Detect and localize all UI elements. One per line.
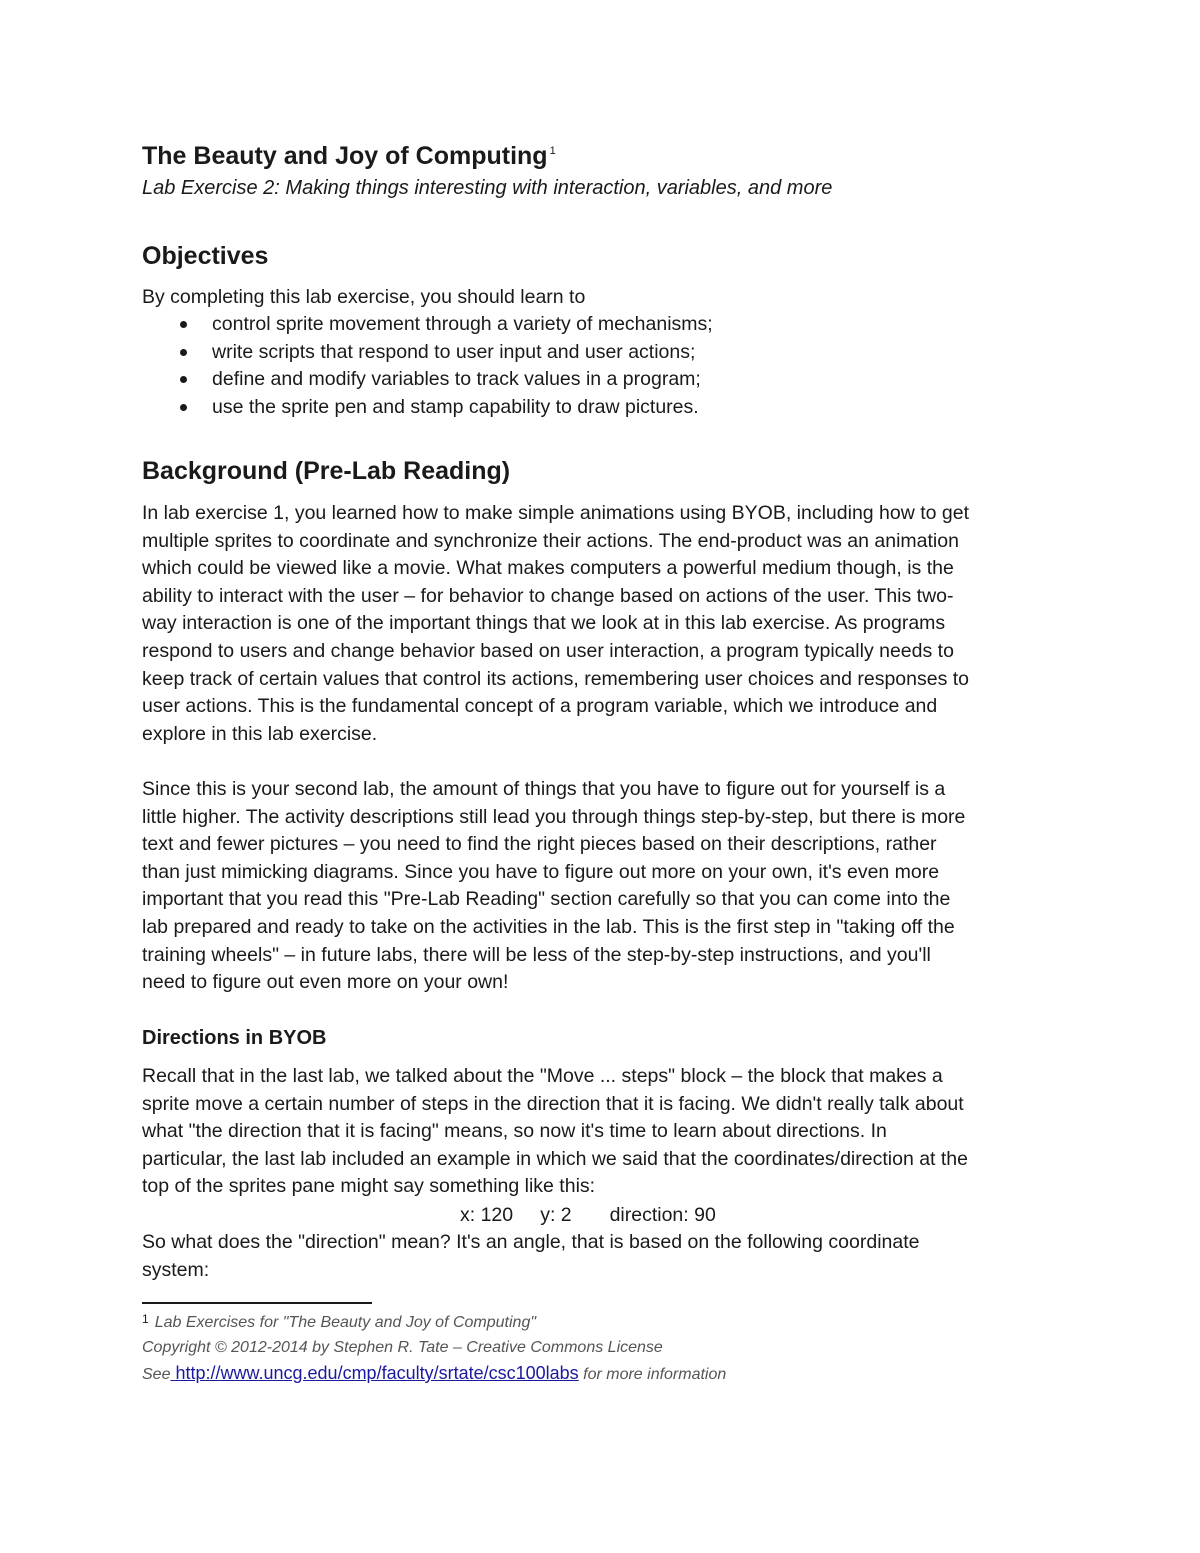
document-title xyxy=(142,142,1060,171)
objective-text: use the sprite pen and stamp capability to draw pictures. xyxy=(212,395,699,418)
text-line: important that you read this "Pre-Lab Reading" section carefully so that you can come into the xyxy=(142,888,951,911)
text-line: Since this is your second lab, the amount of things that you have to figure out for yourself is a xyxy=(142,778,946,800)
text-line: way interaction is one of the important things that we look at in this lab exercise. As programs xyxy=(142,612,946,635)
text-line: In lab exercise 1, you learned how to make simple animations using BYOB, including how to get xyxy=(142,502,970,524)
objectives-intro: By completing this lab exercise, you should learn to xyxy=(142,286,586,308)
text-line: text and fewer pictures – you need to find the right pieces based on their descriptions, rather xyxy=(142,833,937,856)
text-line: multiple sprites to coordinate and synchronize their actions. The end-product was an animation xyxy=(142,529,959,552)
footnote-text: Lab Exercises for "The Beauty and Joy of Computing" xyxy=(154,1314,537,1331)
text-line: system: xyxy=(142,1258,210,1281)
bullet-icon xyxy=(180,404,187,411)
text-line: what "the direction that it is facing" means, so now it's time to learn about directions. In xyxy=(142,1120,887,1143)
bullet-icon xyxy=(180,376,187,383)
text-line: lab prepared and ready to take on the activities in the lab. This is the first step in "taking off the xyxy=(142,915,955,938)
objective-text: control sprite movement through a variety of mechanisms; xyxy=(212,313,713,335)
background-paragraph-1 xyxy=(142,500,1060,748)
objectives-list xyxy=(142,311,1060,421)
title-text: The Beauty and Joy of Computing xyxy=(142,142,548,170)
document-subtitle: Lab Exercise 2: Making things interesting with interaction, variables, and more xyxy=(142,177,833,199)
text-line: sprite move a certain number of steps in the direction that it is facing. We didn't really talk about xyxy=(142,1092,964,1115)
text-line: than just mimicking diagrams. Since you have to figure out more on your own, it's even more xyxy=(142,860,940,883)
objective-text: define and modify variables to track values in a program; xyxy=(212,368,701,391)
directions-paragraph-2 xyxy=(142,1229,1060,1284)
text-line: particular, the last lab included an example in which we said that the coordinates/direction at the xyxy=(142,1147,968,1170)
footnote-suffix: for more information xyxy=(578,1366,727,1383)
text-line: training wheels" – in future labs, there will be less of the step-by-step instructions, and you'll xyxy=(142,943,931,966)
text-line: user actions. This is the fundamental concept of a program variable, which we introduce and xyxy=(142,695,938,718)
text-line: top of the sprites pane might say something like this: xyxy=(142,1175,596,1198)
footnote-line-3 xyxy=(142,1363,726,1384)
text-line: respond to users and change behavior based on user interaction, a program typically needs to xyxy=(142,639,954,662)
bullet-icon xyxy=(180,349,187,356)
text-line: explore in this lab exercise. xyxy=(142,722,378,745)
text-line: need to figure out even more on your own! xyxy=(142,971,509,994)
background-paragraph-2 xyxy=(142,776,1060,997)
footnote-line-1 xyxy=(142,1314,536,1332)
objective-item xyxy=(142,394,1060,422)
text-line: ability to interact with the user – for behavior to change based on actions of the user. This two- xyxy=(142,584,954,607)
footnote-line-2: Copyright © 2012-2014 by Stephen R. Tate – Creative Commons License xyxy=(142,1339,663,1356)
sprite-coordinates: x: 120 y: 2 direction: 90 xyxy=(460,1204,716,1226)
text-line: which could be viewed like a movie. What makes computers a powerful medium though, is the xyxy=(142,557,954,580)
directions-heading: Directions in BYOB xyxy=(142,1027,327,1049)
objective-item xyxy=(142,366,1060,394)
footnote-marker: 1 xyxy=(142,1312,149,1326)
objective-item xyxy=(142,339,1060,367)
objective-text: write scripts that respond to user input and user actions; xyxy=(212,340,696,363)
bullet-icon xyxy=(180,321,187,328)
title-footnote-marker[interactable]: 1 xyxy=(549,145,556,157)
background-heading: Background (Pre-Lab Reading) xyxy=(142,457,511,485)
text-line: keep track of certain values that control its actions, remembering user choices and responses to xyxy=(142,667,969,690)
objectives-heading: Objectives xyxy=(142,242,269,270)
footnote-separator xyxy=(142,1302,372,1304)
course-labs-link[interactable]: http://www.uncg.edu/cmp/faculty/srtate/csc100labs xyxy=(170,1363,579,1383)
objective-item xyxy=(142,311,1060,339)
text-line: little higher. The activity descriptions still lead you through things step-by-step, but there is more xyxy=(142,805,966,828)
text-line: Recall that in the last lab, we talked about the "Move ... steps" block – the block that makes a xyxy=(142,1065,943,1087)
text-line: So what does the "direction" mean? It's an angle, that is based on the following coordinate xyxy=(142,1231,920,1253)
directions-paragraph-1 xyxy=(142,1063,1060,1201)
footnote-see: See xyxy=(142,1366,171,1383)
